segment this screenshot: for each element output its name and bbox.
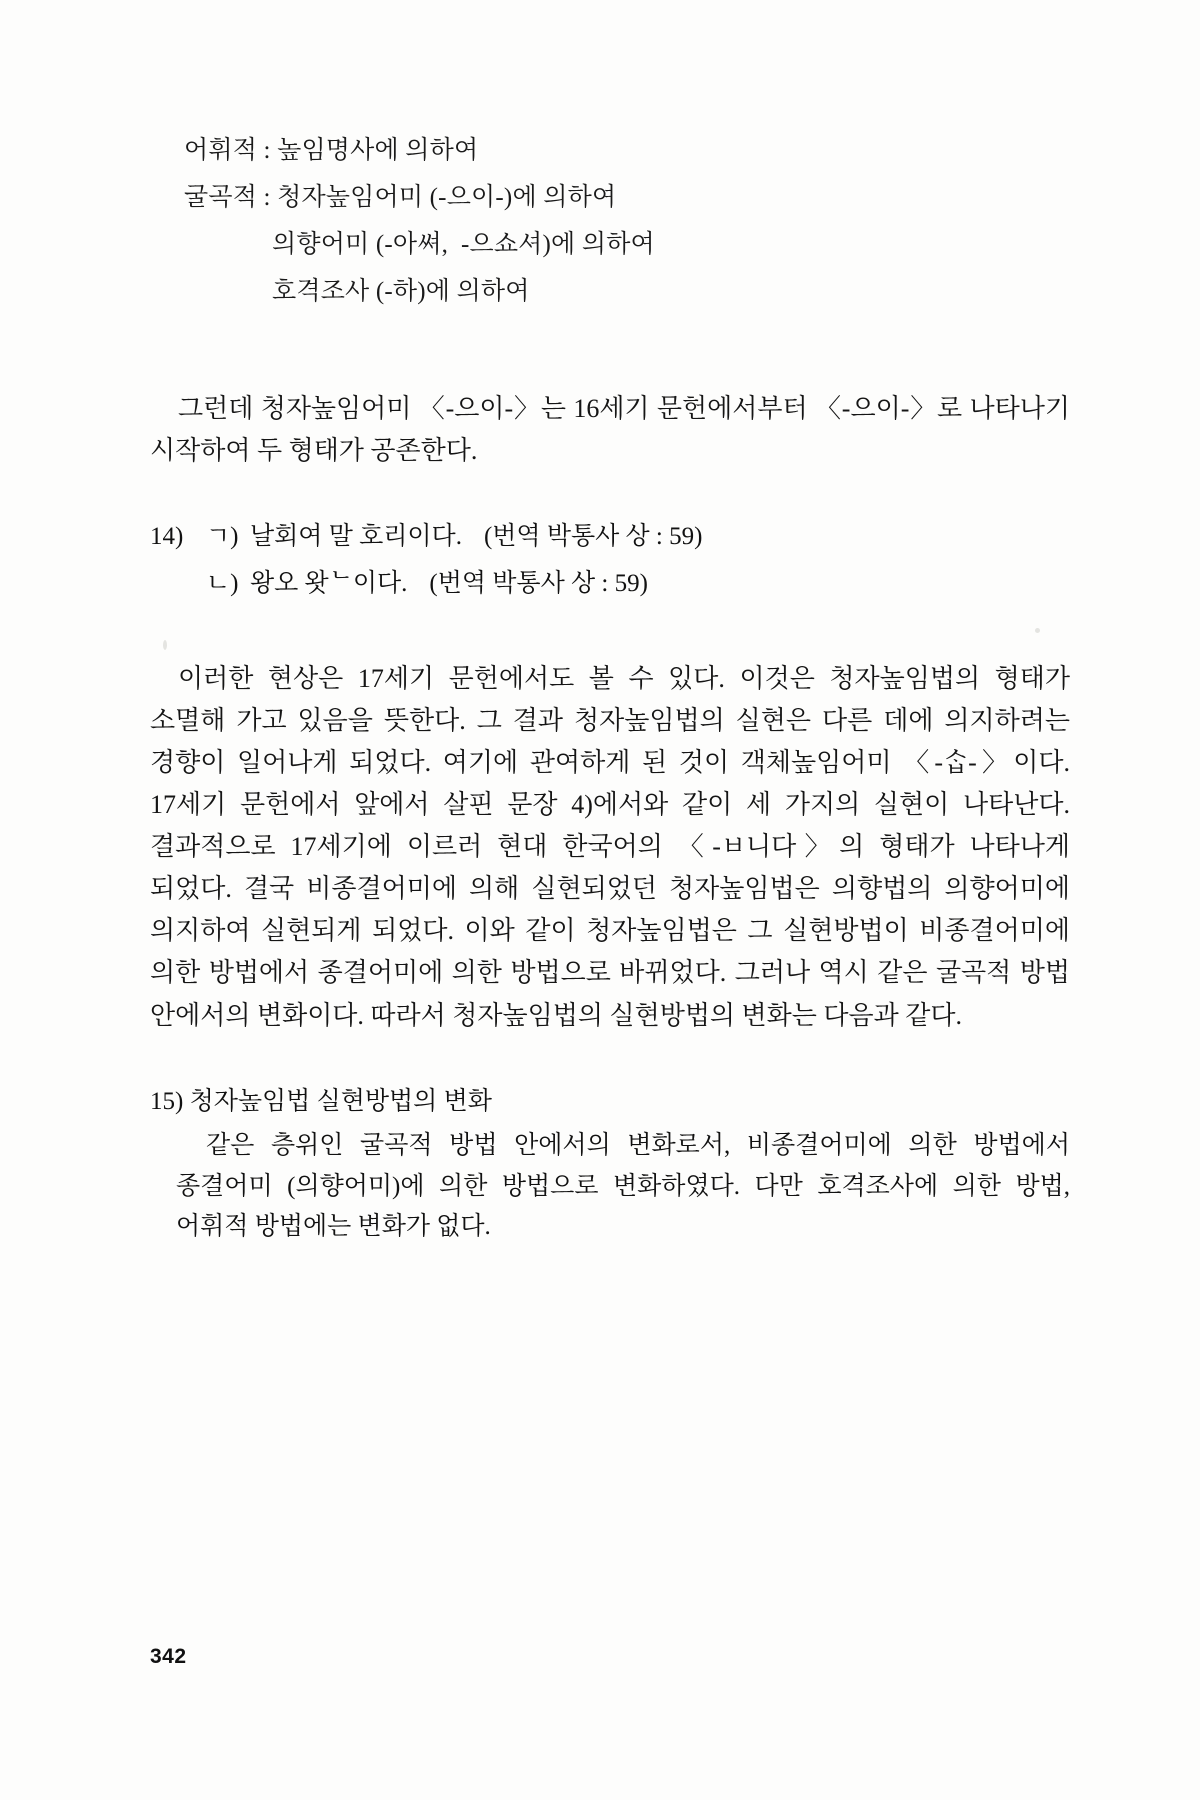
example-14-number: 14): [150, 523, 184, 551]
definition-block: [150, 138, 1070, 304]
definition-line-vocative-particle: 호격조사 (-하)에 의하여: [272, 278, 530, 305]
spacer: [150, 326, 1070, 388]
example-14-row-b: [150, 565, 1070, 604]
example-14-citation-a: (번역 박통사 상 : 59): [483, 523, 703, 551]
item-15-body: 같은 층위인 굴곡적 방법 안에서의 변화로서, 비종결어미에 의한 방법에서 종결어미 (의향어미)에 의한 방법으로 변화하였다. 다만 호격조사에 의한 방법, 어휘적 방법에는 변화가 없다.: [176, 1132, 1070, 1241]
paragraph-two: 이러한 현상은 17세기 문헌에서도 볼 수 있다. 이것은 청자높임법의 형태가 소멸해 가고 있음을 뜻한다. 그 결과 청자높임법의 실현은 다른 데에 의지하려는 경향이 일어나게 되었다. 여기에 관여하게 된 것이 객체높임어미 〈-ᄉᆞᆸ-〉이다. 17세기 문헌에서 앞에서 살핀 문장 4)에서와 같이 세 가지의 실현이 나타난다. 결과적으로 17세기에 이르러 현대 한국어의 〈-ㅂ니다〉의 형태가 나타나게 되었다. 결국 비종결어미에 의해 실현되었던 청자높임법은 의향법의 의향어미에 의지하여 실현되게 되었다. 이와 같이 청자높임법은 그 실현방법이 비종결어미에 의한 방법에서 종결어미에 의한 방법으로 바뀌었다. 그러나 역시 같은 굴곡적 방법 안에서의 변화이다. 따라서 청자높임법의 실현방법의 변화는 다음과 같다.: [150, 663, 1070, 1030]
item-15-heading: 15) 청자높임법 실현방법의 변화: [150, 1087, 492, 1115]
example-14: [150, 518, 1070, 604]
example-14-marker-a: ㄱ): [206, 523, 239, 551]
definition-line-inflectional: 굴곡적 : 청자높임어미 (-으이-)에 의하여: [184, 184, 617, 211]
item-15: [150, 1083, 1070, 1248]
example-14-row-a: [150, 518, 1070, 557]
spacer: [150, 1037, 1070, 1083]
example-14-citation-b: (번역 박통사 상 : 59): [429, 569, 648, 597]
spacer: [150, 612, 1070, 658]
page-number: 342: [150, 1645, 187, 1668]
scan-speck: [163, 640, 167, 650]
example-14-text-b: 왕오 왓ᄂ이다.: [250, 569, 408, 597]
definition-line-intention-ending: 의향어미 (-아쎠, -으쇼셔)에 의하여: [272, 231, 655, 258]
spacer: [150, 472, 1070, 518]
paragraph-one: 그런데 청자높임어미 〈-으이-〉는 16세기 문헌에서부터 〈-으이-〉로 나타나기 시작하여 두 형태가 공존한다.: [150, 394, 1070, 466]
scan-speck: [1035, 628, 1040, 633]
example-14-text-a: 날회여 말 호리이다.: [250, 523, 462, 551]
page-content: [150, 130, 1070, 1248]
example-14-marker-b: ㄴ): [206, 569, 239, 597]
definition-line-lexical: 어휘적 : 높임명사에 의하여: [184, 137, 479, 164]
